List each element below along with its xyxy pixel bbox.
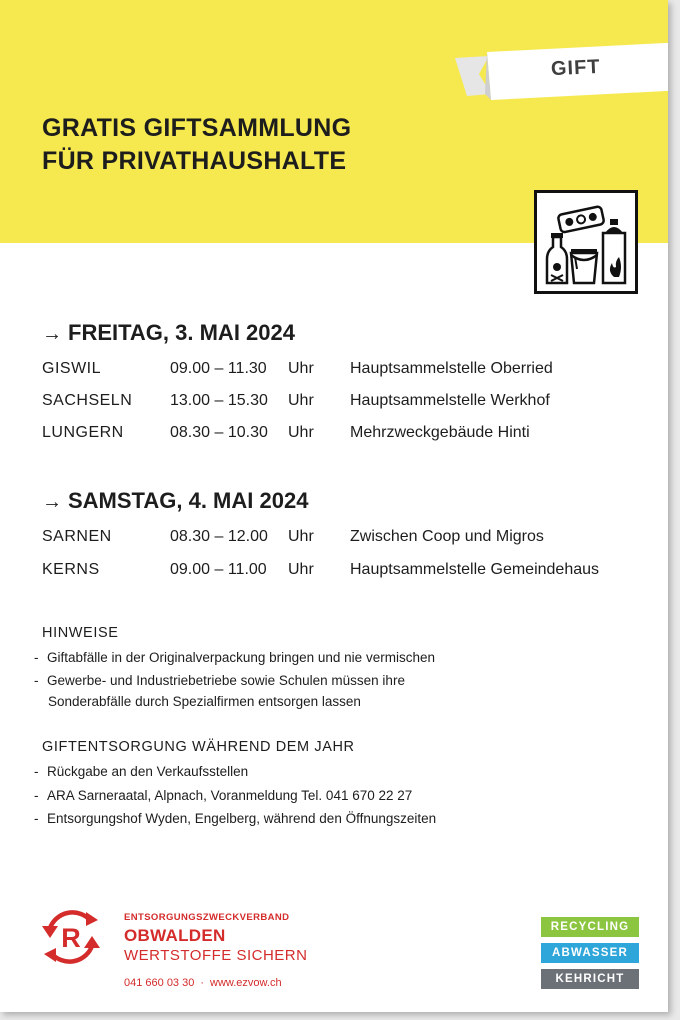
headline bbox=[42, 112, 351, 178]
headline-line-2: FÜR PRIVATHAUSHALTE bbox=[42, 147, 347, 175]
tag-kehricht: KEHRICHT bbox=[541, 969, 639, 989]
jahr-item-1: Rückgabe an den Verkaufsstellen bbox=[47, 764, 249, 779]
row-time: 13.00 – 15.30 bbox=[170, 392, 268, 409]
row-location: Mehrzweckgebäude Hinti bbox=[350, 424, 530, 441]
arrow-right-icon: → bbox=[42, 323, 62, 345]
row-place: SACHSELN bbox=[42, 392, 133, 409]
row-uhr: Uhr bbox=[288, 561, 314, 578]
row-uhr: Uhr bbox=[288, 360, 314, 377]
hinweise-item-1: Giftabfälle in der Originalverpackung bringen und nie vermischen bbox=[47, 650, 435, 665]
row-place: SARNEN bbox=[42, 528, 112, 545]
contact-line bbox=[124, 977, 282, 989]
jahr-item-2: ARA Sarneraatal, Alpnach, Voranmeldung Tel. 041 670 22 27 bbox=[47, 788, 413, 803]
hazardous-waste-icon bbox=[534, 190, 638, 294]
day-title-saturday bbox=[42, 488, 308, 514]
org-name-big: OBWALDEN bbox=[124, 926, 226, 945]
row-location: Hauptsammelstelle Oberried bbox=[350, 360, 553, 377]
hinweise-item-2: Gewerbe- und Industriebetriebe sowie Schulen müssen ihre bbox=[47, 673, 405, 688]
row-uhr: Uhr bbox=[288, 424, 314, 441]
jahr-title: GIFTENTSORGUNG WÄHREND DEM JAHR bbox=[42, 739, 355, 755]
row-place: GISWIL bbox=[42, 360, 102, 377]
headline-line-1: GRATIS GIFTSAMMLUNG bbox=[42, 114, 352, 142]
phone-number: 041 660 03 30 bbox=[124, 977, 195, 989]
separator: · bbox=[200, 977, 205, 989]
row-location: Zwischen Coop und Migros bbox=[350, 528, 544, 545]
day-title-friday-text: FREITAG, 3. MAI 2024 bbox=[68, 320, 295, 345]
org-name-small: ENTSORGUNGSZWECKVERBAND bbox=[124, 912, 290, 923]
row-place: KERNS bbox=[42, 561, 100, 578]
row-time: 08.30 – 10.30 bbox=[170, 424, 268, 441]
hinweise-title: HINWEISE bbox=[42, 625, 119, 641]
ribbon-label: GIFT bbox=[550, 55, 601, 81]
row-place: LUNGERN bbox=[42, 424, 124, 441]
row-location: Hauptsammelstelle Werkhof bbox=[350, 392, 550, 409]
website-link[interactable]: www.ezvow.ch bbox=[210, 977, 282, 989]
jahr-item-3: Entsorgungshof Wyden, Engelberg, während den Öffnungszeiten bbox=[47, 811, 437, 826]
list-item: - Rückgabe an den Verkaufsstellen bbox=[34, 764, 249, 779]
row-time: 09.00 – 11.00 bbox=[170, 561, 267, 578]
arrow-right-icon: → bbox=[42, 491, 62, 513]
org-slogan: WERTSTOFFE SICHERN bbox=[124, 947, 308, 964]
row-uhr: Uhr bbox=[288, 528, 314, 545]
logo-letter: R bbox=[61, 923, 81, 953]
hinweise-item-2-cont: Sonderabfälle durch Spezialfirmen entsorgen lassen bbox=[48, 694, 361, 709]
row-time: 09.00 – 11.30 bbox=[170, 360, 267, 377]
list-item: - Entsorgungshof Wyden, Engelberg, während den Öffnungszeiten bbox=[34, 811, 437, 826]
recycling-r-logo-icon bbox=[40, 906, 102, 968]
tag-recycling: RECYCLING bbox=[541, 917, 639, 937]
list-item: - Gewerbe- und Industriebetriebe sowie Schulen müssen ihre Sonderabfälle durch Spezialfirmen entsorgen lassen bbox=[34, 670, 405, 712]
row-time: 08.30 – 12.00 bbox=[170, 528, 268, 545]
row-uhr: Uhr bbox=[288, 392, 314, 409]
list-item: - Giftabfälle in der Originalverpackung bringen und nie vermischen bbox=[34, 650, 435, 665]
row-location: Hauptsammelstelle Gemeindehaus bbox=[350, 561, 600, 578]
day-title-friday bbox=[42, 320, 295, 346]
tag-abwasser: ABWASSER bbox=[541, 943, 639, 963]
day-title-saturday-text: SAMSTAG, 4. MAI 2024 bbox=[68, 488, 309, 513]
list-item: - ARA Sarneraatal, Alpnach, Voranmeldung Tel. 041 670 22 27 bbox=[34, 788, 413, 803]
